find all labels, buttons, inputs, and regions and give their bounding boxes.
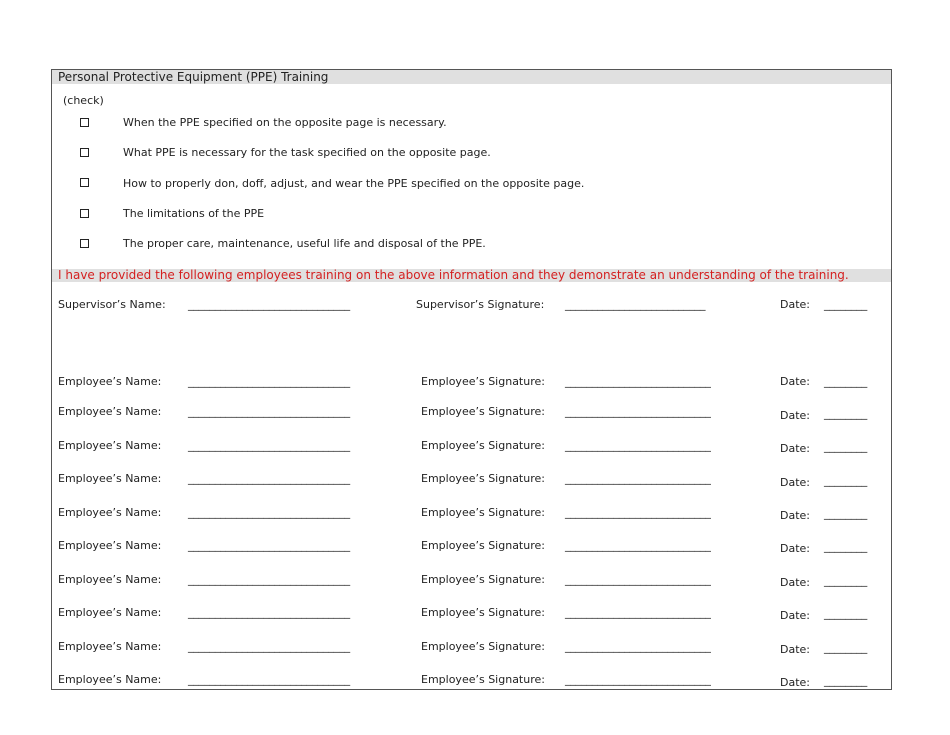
employee-name-label: Employee’s Name: — [58, 573, 162, 586]
employee-date-label: Date: — [780, 509, 810, 522]
supervisor-signature-label: Supervisor’s Signature: — [416, 298, 545, 311]
employee-date-label: Date: — [780, 542, 810, 555]
employee-name-field[interactable]: ______________________________ — [188, 506, 351, 519]
employee-name-label: Employee’s Name: — [58, 673, 162, 686]
checklist-item-1: When the PPE specified on the opposite page is necessary. — [123, 116, 447, 129]
employee-signature-field[interactable]: ___________________________ — [565, 439, 711, 452]
employee-date-label: Date: — [780, 576, 810, 589]
employee-name-field[interactable]: ______________________________ — [188, 640, 351, 653]
employee-signature-label: Employee’s Signature: — [421, 506, 545, 519]
employee-row — [52, 539, 891, 555]
check-label: (check) — [63, 94, 104, 107]
employee-name-label: Employee’s Name: — [58, 375, 162, 388]
training-notice: I have provided the following employees training on the above information and they demonstrate an understanding of the training. — [52, 269, 891, 282]
employee-signature-field[interactable]: ___________________________ — [565, 673, 711, 686]
employee-signature-label: Employee’s Signature: — [421, 673, 545, 686]
employee-name-field[interactable]: ______________________________ — [188, 673, 351, 686]
checklist-item-4: The limitations of the PPE — [123, 207, 265, 220]
employee-row — [52, 439, 891, 455]
checklist-item-2: What PPE is necessary for the task specified on the opposite page. — [123, 146, 491, 159]
employee-name-label: Employee’s Name: — [58, 640, 162, 653]
employee-name-field[interactable]: ______________________________ — [188, 439, 351, 452]
employee-name-field[interactable]: ______________________________ — [188, 405, 351, 418]
employee-name-field[interactable]: ______________________________ — [188, 539, 351, 552]
ppe-training-form — [51, 69, 892, 690]
employee-date-field[interactable]: ________ — [824, 574, 868, 587]
employee-signature-label: Employee’s Signature: — [421, 472, 545, 485]
employee-name-label: Employee’s Name: — [58, 439, 162, 452]
employee-row — [52, 405, 891, 421]
employee-date-label: Date: — [780, 409, 810, 422]
supervisor-signature-field[interactable]: __________________________ — [565, 298, 706, 311]
employee-row — [52, 606, 891, 622]
supervisor-name-label: Supervisor’s Name: — [58, 298, 166, 311]
employee-date-label: Date: — [780, 676, 810, 689]
employee-signature-field[interactable]: ___________________________ — [565, 640, 711, 653]
employee-date-label: Date: — [780, 375, 810, 388]
employee-signature-label: Employee’s Signature: — [421, 606, 545, 619]
employee-date-field[interactable]: ________ — [824, 540, 868, 553]
employee-name-field[interactable]: ______________________________ — [188, 606, 351, 619]
checklist-item-5: The proper care, maintenance, useful life and disposal of the PPE. — [123, 237, 486, 250]
checkbox-2[interactable] — [80, 148, 89, 157]
employee-date-field[interactable]: ________ — [824, 507, 868, 520]
employee-signature-field[interactable]: ___________________________ — [565, 506, 711, 519]
employee-signature-field[interactable]: ___________________________ — [565, 539, 711, 552]
checkbox-5[interactable] — [80, 239, 89, 248]
supervisor-row — [52, 298, 891, 314]
employee-date-field[interactable]: ________ — [824, 474, 868, 487]
employee-row — [52, 472, 891, 488]
employee-signature-label: Employee’s Signature: — [421, 573, 545, 586]
employee-signature-label: Employee’s Signature: — [421, 640, 545, 653]
employee-date-field[interactable]: ________ — [824, 407, 868, 420]
employee-name-field[interactable]: ______________________________ — [188, 375, 351, 388]
employee-date-label: Date: — [780, 609, 810, 622]
employee-name-label: Employee’s Name: — [58, 506, 162, 519]
employee-signature-field[interactable]: ___________________________ — [565, 472, 711, 485]
employee-date-field[interactable]: ________ — [824, 375, 868, 388]
employee-name-label: Employee’s Name: — [58, 472, 162, 485]
employee-signature-field[interactable]: ___________________________ — [565, 573, 711, 586]
form-title: Personal Protective Equipment (PPE) Training — [52, 70, 891, 84]
employee-date-field[interactable]: ________ — [824, 674, 868, 687]
employee-row — [52, 573, 891, 589]
checkbox-1[interactable] — [80, 118, 89, 127]
employee-name-field[interactable]: ______________________________ — [188, 573, 351, 586]
employee-signature-field[interactable]: ___________________________ — [565, 405, 711, 418]
checklist-item-3: How to properly don, doff, adjust, and wear the PPE specified on the opposite page. — [123, 177, 585, 190]
employee-signature-field[interactable]: ___________________________ — [565, 606, 711, 619]
employee-signature-label: Employee’s Signature: — [421, 539, 545, 552]
employee-name-field[interactable]: ______________________________ — [188, 472, 351, 485]
employee-name-label: Employee’s Name: — [58, 405, 162, 418]
checkbox-4[interactable] — [80, 209, 89, 218]
employee-signature-field[interactable]: ___________________________ — [565, 375, 711, 388]
employee-date-field[interactable]: ________ — [824, 641, 868, 654]
employee-date-field[interactable]: ________ — [824, 607, 868, 620]
employee-name-label: Employee’s Name: — [58, 606, 162, 619]
employee-row — [52, 506, 891, 522]
employee-name-label: Employee’s Name: — [58, 539, 162, 552]
supervisor-date-field[interactable]: ________ — [824, 298, 868, 311]
employee-row — [52, 673, 891, 689]
employee-date-field[interactable]: ________ — [824, 440, 868, 453]
supervisor-date-label: Date: — [780, 298, 810, 311]
employee-row — [52, 375, 891, 391]
employee-signature-label: Employee’s Signature: — [421, 439, 545, 452]
employee-date-label: Date: — [780, 643, 810, 656]
employee-date-label: Date: — [780, 476, 810, 489]
employee-signature-label: Employee’s Signature: — [421, 375, 545, 388]
employee-row — [52, 640, 891, 656]
supervisor-name-field[interactable]: ______________________________ — [188, 298, 351, 311]
employee-date-label: Date: — [780, 442, 810, 455]
checkbox-3[interactable] — [80, 178, 89, 187]
employee-signature-label: Employee’s Signature: — [421, 405, 545, 418]
